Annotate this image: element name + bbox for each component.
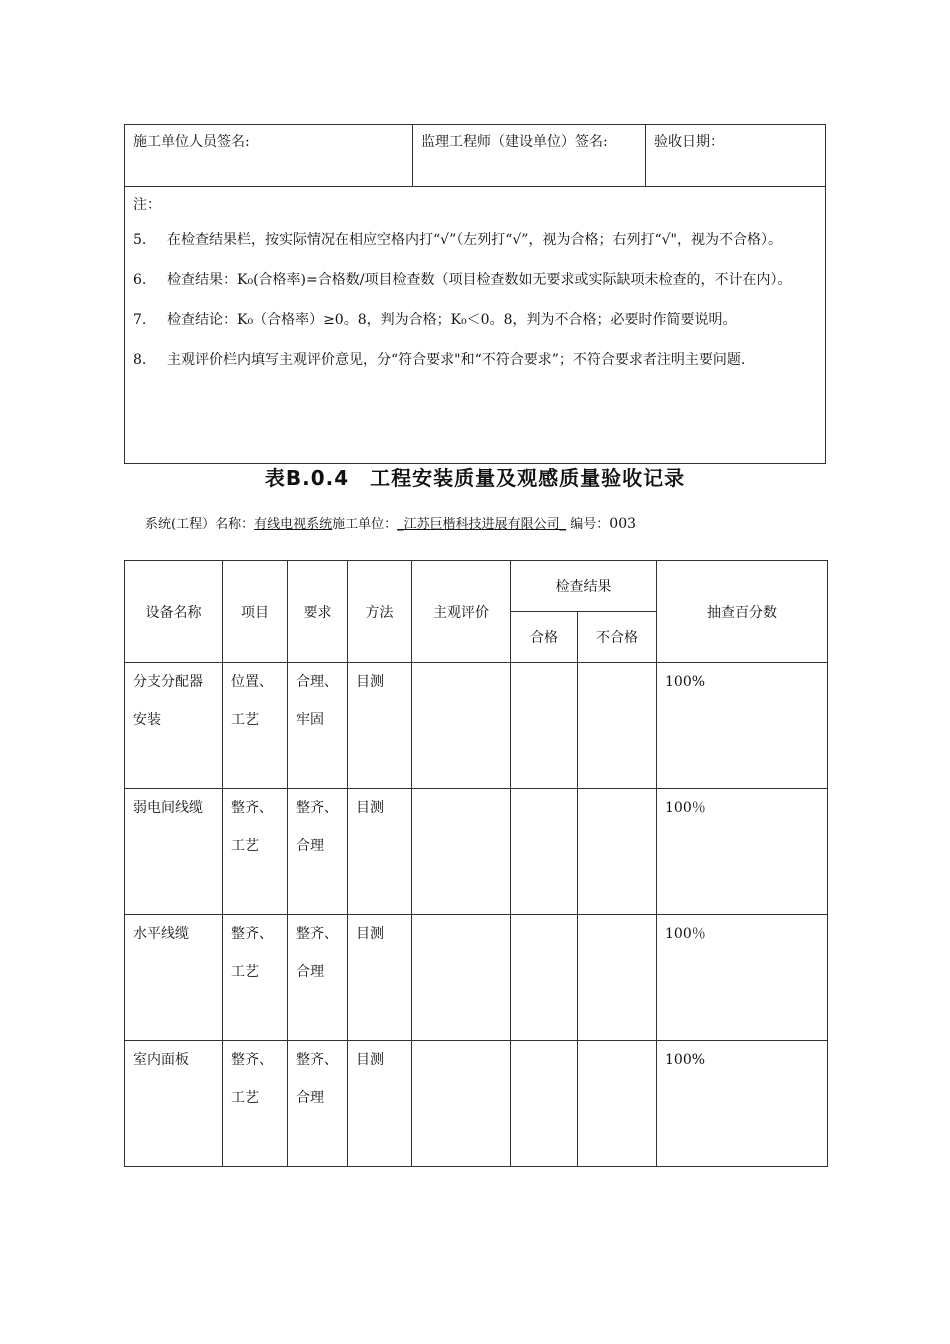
subjective-cell[interactable] (412, 915, 511, 1041)
unit-label: 施工单位： (332, 517, 398, 532)
equipment-cell: 弱电间线缆 (125, 789, 223, 915)
form-meta (145, 513, 636, 532)
equipment-cell: 室内面板 (125, 1041, 223, 1167)
pass-cell[interactable] (511, 915, 578, 1041)
method-cell: 目测 (348, 663, 412, 789)
notes-title: 注： (133, 197, 161, 213)
note-item (133, 348, 817, 372)
percent-cell: 100% (657, 663, 828, 789)
requirement-cell: 整齐、合理 (288, 915, 348, 1041)
table-row (125, 1041, 828, 1167)
header-method: 方法 (348, 561, 412, 663)
fail-cell[interactable] (578, 663, 657, 789)
form-number[interactable]: 003 (609, 516, 637, 532)
notes-section (125, 186, 825, 394)
equipment-cell: 水平线缆 (125, 915, 223, 1041)
pass-cell[interactable] (511, 1041, 578, 1167)
header-equipment: 设备名称 (125, 561, 223, 663)
method-cell: 目测 (348, 915, 412, 1041)
pass-cell[interactable] (511, 663, 578, 789)
acceptance-date[interactable]: 验收日期： (654, 134, 724, 150)
method-cell: 目测 (348, 789, 412, 915)
note-number: 8. (133, 352, 147, 368)
item-cell: 位置、工艺 (223, 663, 288, 789)
note-item (133, 308, 817, 332)
percent-cell: 100％ (657, 915, 828, 1041)
requirement-cell: 整齐、合理 (288, 1041, 348, 1167)
method-cell: 目测 (348, 1041, 412, 1167)
note-text: 检查结果：K₀(合格率)=合格数/项目检查数（项目检查数如无要求或实际缺项未检查的，不计在内）。 (167, 272, 792, 288)
signature-row (125, 125, 825, 187)
fail-cell[interactable] (578, 915, 657, 1041)
note-item (133, 268, 817, 292)
table-row (125, 663, 828, 789)
equipment-cell: 分支分配器安装 (125, 663, 223, 789)
system-name[interactable]: 有线电视系统 (254, 517, 333, 532)
subjective-cell[interactable] (412, 663, 511, 789)
header-subjective: 主观评价 (412, 561, 511, 663)
table-row (125, 915, 828, 1041)
construction-personnel-signature[interactable]: 施工单位人员签名: (125, 125, 413, 186)
unit-name[interactable]: _江苏巨楷科技进展有限公司_ (397, 517, 567, 532)
header-item: 项目 (223, 561, 288, 663)
note-text: 检查结论：K₀（合格率）≥0。8，判为合格；K₀＜0。8，判为不合格；必要时作简要说明。 (167, 312, 737, 328)
note-text: 主观评价栏内填写主观评价意见，分“符合要求"和“不符合要求”；不符合要求者注明主要问题. (167, 352, 746, 368)
fail-cell[interactable] (578, 789, 657, 915)
percent-cell: 100% (657, 1041, 828, 1167)
subjective-cell[interactable] (412, 1041, 511, 1167)
note-text: 在检查结果栏，按实际情况在相应空格内打“√”（左列打“√”，视为合格；右列打“√"，视为不合格）。 (167, 232, 782, 248)
note-number: 7. (133, 312, 147, 328)
requirement-cell: 合理、牢固 (288, 663, 348, 789)
supervisor-signature[interactable]: 监理工程师（建设单位）签名: (413, 125, 646, 186)
item-cell: 整齐、工艺 (223, 915, 288, 1041)
item-cell: 整齐、工艺 (223, 1041, 288, 1167)
header-percent: 抽查百分数 (657, 561, 828, 663)
note-number: 5. (133, 232, 147, 248)
inspection-table (124, 560, 828, 1167)
fail-cell[interactable] (578, 1041, 657, 1167)
number-label: 编号： (570, 517, 610, 532)
note-number: 6. (133, 272, 147, 288)
subjective-cell[interactable] (412, 789, 511, 915)
note-item (133, 228, 817, 252)
requirement-cell: 整齐、合理 (288, 789, 348, 915)
header-row (125, 561, 828, 612)
header-pass: 合格 (511, 612, 578, 663)
percent-cell: 100％ (657, 789, 828, 915)
header-fail: 不合格 (578, 612, 657, 663)
signature-notes-table (124, 124, 826, 464)
pass-cell[interactable] (511, 789, 578, 915)
header-requirement: 要求 (288, 561, 348, 663)
system-label: 系统(工程）名称： (145, 517, 255, 532)
header-result: 检查结果 (511, 561, 657, 612)
form-title: 表B.0.4 工程安装质量及观感质量验收记录 (264, 466, 686, 490)
table-row (125, 789, 828, 915)
item-cell: 整齐、工艺 (223, 789, 288, 915)
